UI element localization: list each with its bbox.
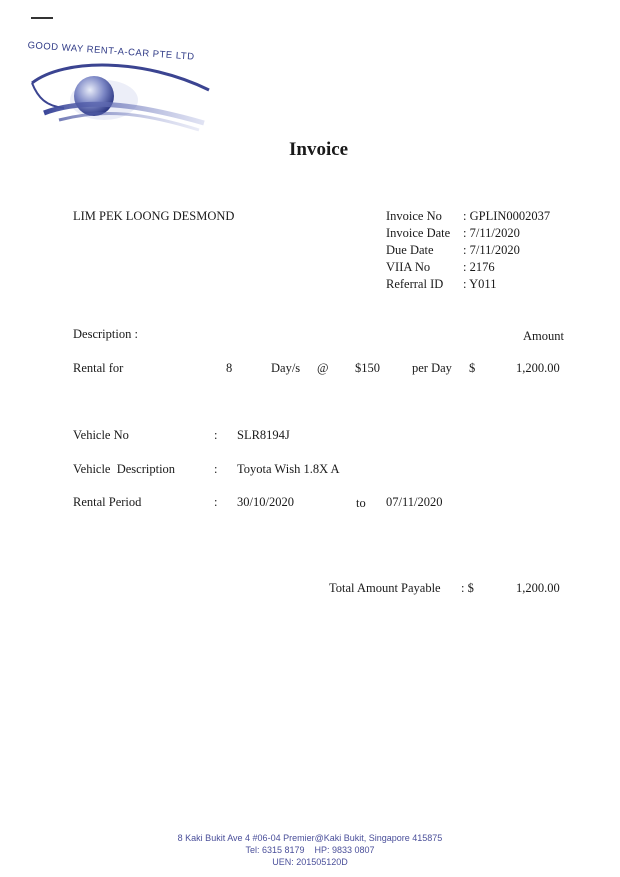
scan-mark	[31, 17, 53, 19]
meta-value: : 7/11/2020	[463, 243, 520, 257]
rental-at: @	[317, 361, 329, 375]
vehicle-desc-sep: :	[214, 462, 218, 476]
vehicle-no-sep: :	[214, 428, 218, 442]
footer-address: 8 Kaki Bukit Ave 4 #06-04 Premier@Kaki Bukit, Singapore 415875	[177, 833, 443, 843]
footer-uen: UEN: 201505120D	[272, 857, 348, 867]
meta-value: : 7/11/2020	[463, 226, 520, 240]
meta-value: : GPLIN0002037	[463, 209, 551, 223]
rental-period-sep: :	[214, 495, 218, 509]
company-logo	[24, 28, 224, 138]
customer-name: LIM PEK LOONG DESMOND	[73, 209, 235, 223]
rental-unit: Day/s	[271, 361, 301, 375]
rental-label: Rental for	[73, 361, 124, 375]
meta-viia-no	[386, 260, 550, 277]
rental-period-label: Rental Period	[73, 495, 142, 509]
meta-value: : Y011	[463, 277, 497, 291]
meta-label: Invoice No	[386, 209, 442, 223]
meta-label: Invoice Date	[386, 226, 451, 240]
rental-amount: 1,200.00	[516, 361, 560, 375]
meta-invoice-date	[386, 226, 550, 243]
rental-period-to-label: to	[356, 496, 366, 510]
vehicle-no-value: SLR8194J	[237, 428, 290, 442]
meta-label: VIIA No	[386, 260, 431, 274]
amount-header: Amount	[523, 329, 564, 343]
vehicle-desc-label: Vehicle Description	[73, 462, 176, 476]
total-separator: : $	[461, 581, 474, 595]
footer-contact: Tel: 6315 8179 HP: 9833 0807	[245, 845, 375, 855]
total-label: Total Amount Payable	[329, 581, 441, 595]
total-amount: 1,200.00	[516, 581, 560, 595]
vehicle-no-label: Vehicle No	[73, 428, 129, 442]
meta-invoice-no	[386, 209, 550, 226]
meta-label: Referral ID	[386, 277, 444, 291]
rental-period-to: 07/11/2020	[386, 495, 443, 509]
rental-per: per Day	[412, 361, 452, 375]
logo-text-label: GOOD WAY RENT-A-CAR PTE LTD	[27, 40, 195, 63]
invoice-meta	[386, 209, 550, 294]
rental-currency: $	[469, 361, 476, 375]
rental-days: 8	[226, 361, 233, 375]
rental-period-from: 30/10/2020	[237, 495, 294, 509]
page-title: Invoice	[289, 139, 349, 160]
meta-referral-id	[386, 277, 550, 294]
meta-due-date	[386, 243, 550, 260]
meta-label: Due Date	[386, 243, 434, 257]
description-header: Description :	[73, 327, 138, 341]
rental-rate: $150	[355, 361, 380, 375]
vehicle-desc-value: Toyota Wish 1.8X A	[237, 462, 340, 476]
meta-value: : 2176	[463, 260, 495, 274]
